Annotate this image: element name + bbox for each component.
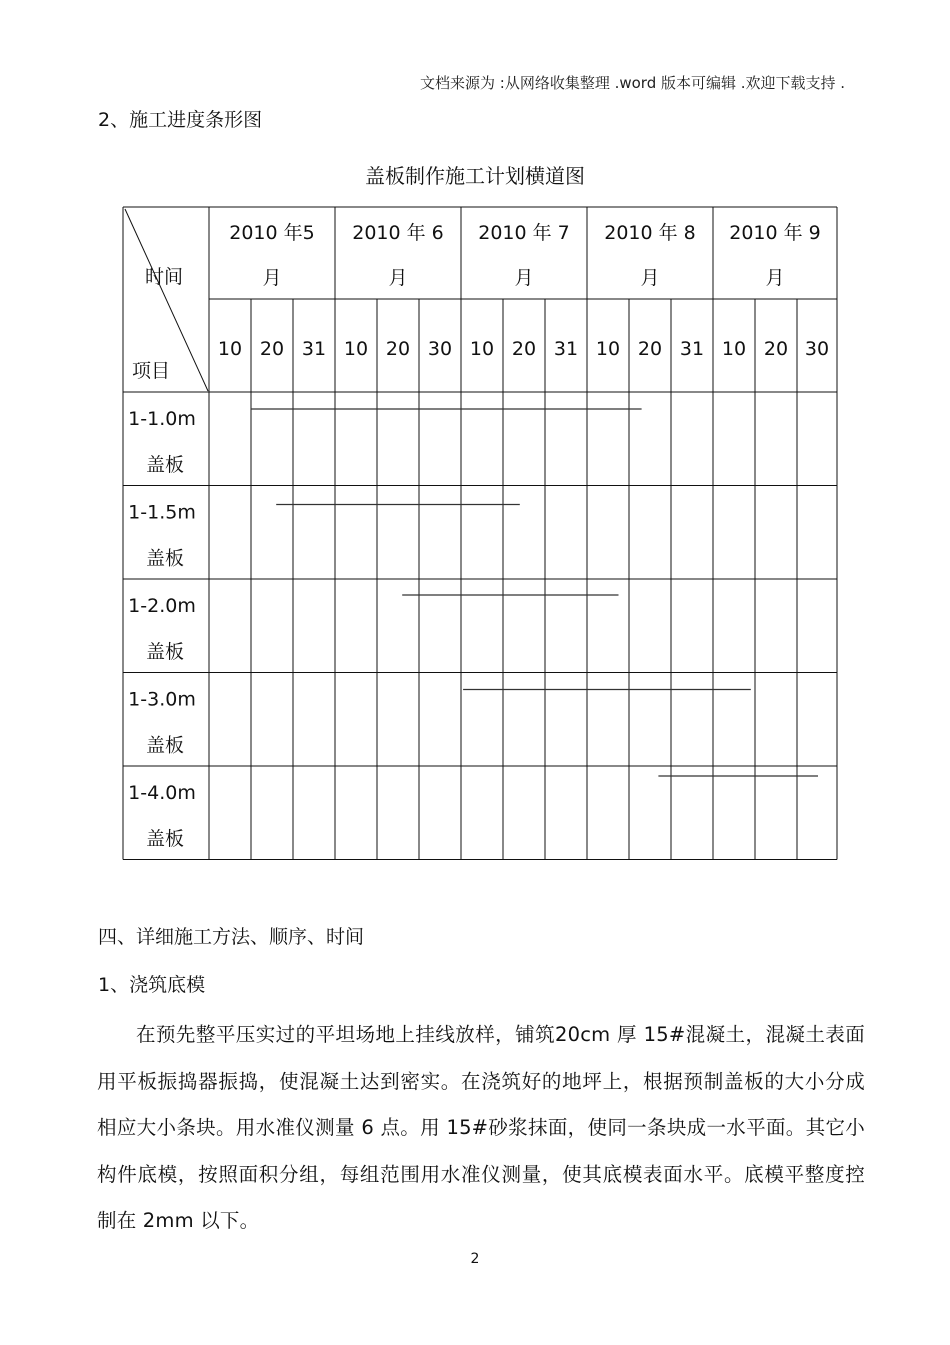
day-header: 30 [804,338,830,360]
header-note: 文档来源为 :从网络收集整理 .word 版本可编辑 .欢迎下载支持 . [420,74,846,92]
day-header: 10 [595,338,621,360]
row-label-unit: 盖板 [145,547,185,570]
month-header-unit: 月 [514,267,534,289]
row-label: 1-1.0m [128,408,196,430]
corner-label-time: 时间 [144,266,184,288]
day-header: 10 [343,338,369,360]
row-label-unit: 盖板 [145,641,185,663]
day-header: 30 [427,338,453,360]
row-label: 1-1.5m [128,501,196,524]
day-header: 10 [721,338,747,360]
day-header: 10 [217,338,243,360]
day-header: 20 [259,338,285,360]
month-header: 2010 年 7 [478,222,570,244]
chart-title: 盖板制作施工计划横道图 [365,164,585,188]
month-header: 2010 年 6 [352,222,444,244]
day-header: 20 [511,338,537,360]
row-label-unit: 盖板 [145,734,185,757]
section-title: 2、施工进度条形图 [98,109,263,131]
day-header: 31 [679,338,705,360]
day-header: 31 [553,338,579,360]
month-header: 2010 年5 [229,222,315,244]
month-header-unit: 月 [262,267,282,289]
month-header-unit: 月 [640,267,660,289]
section41-title: 1、浇筑底模 [98,974,206,996]
month-header-unit: 月 [388,267,408,289]
body-paragraph: 在预先整平压实过的平坦场地上挂线放样，铺筑20cm 厚 15#混凝土，混凝土表面用平板振捣器振捣，使混凝土达到密实。在浇筑好的地坪上，根据预制盖板的大小分成相应大小条块。用水准仪测量 6 点。用 15#砂浆抹面，使同一条块成一水平面。其它小构件底模，按照面积分组，每组范围用水准仪测量，使其底模表面水平。底模平整度控制在 2mm 以下。 [97,1023,865,1232]
month-header: 2010 年 8 [604,222,696,244]
day-header: 20 [637,338,663,360]
row-label-unit: 盖板 [145,828,185,850]
row-label-unit: 盖板 [145,454,185,476]
page-number: 2 [470,1251,480,1267]
row-label: 1-3.0m [128,688,196,711]
month-header: 2010 年 9 [729,222,821,244]
row-label: 1-4.0m [128,782,196,804]
month-header-unit: 月 [765,267,785,289]
day-header: 20 [763,338,789,360]
day-header: 20 [385,338,411,360]
day-header: 31 [301,338,327,360]
day-header: 10 [469,338,495,360]
section4-title: 四、详细施工方法、顺序、时间 [98,926,365,948]
corner-label-item: 项目 [131,360,171,382]
row-label: 1-2.0m [128,595,196,617]
